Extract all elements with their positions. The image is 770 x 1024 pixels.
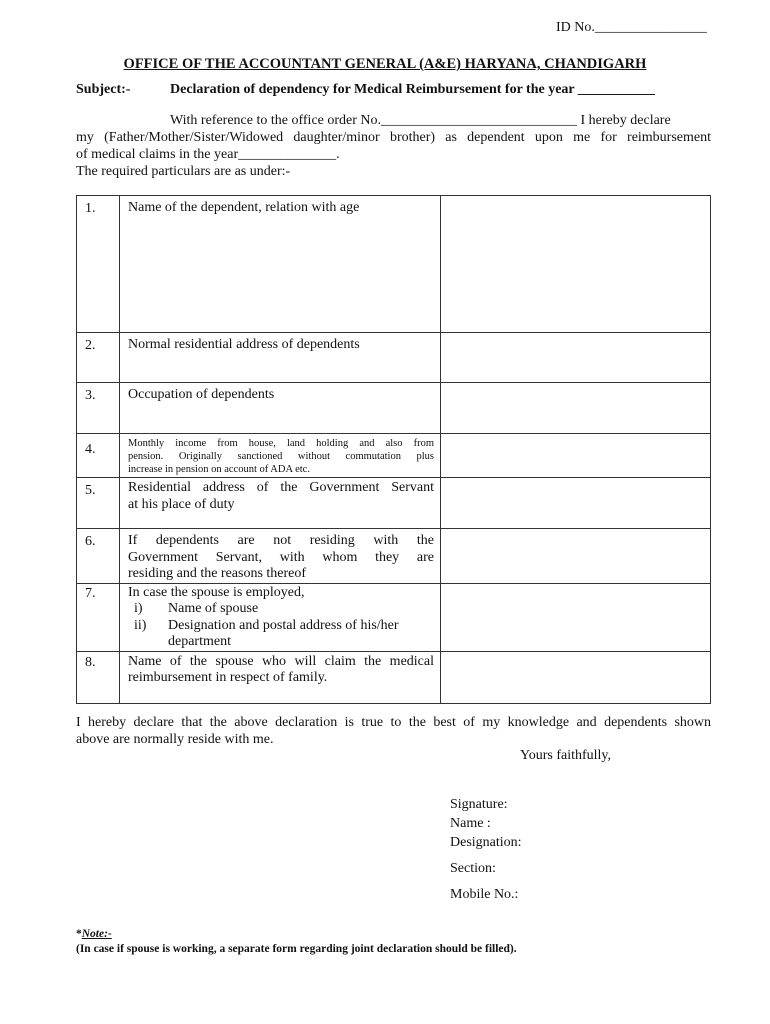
declaration-line-2: above are normally reside with me. bbox=[76, 732, 274, 747]
intro-line-2: my (Father/Mother/Sister/Widowed daughter/minor brother) as dependent upon me for reimbursement bbox=[76, 130, 711, 145]
sub-item-number: ii) bbox=[134, 617, 147, 633]
table-row bbox=[77, 478, 711, 529]
row-label bbox=[120, 478, 441, 529]
row-label: Occupation of dependents bbox=[120, 383, 441, 434]
mobile-field: Mobile No.: bbox=[450, 887, 519, 902]
subject-text: Declaration of dependency for Medical Reimbursement for the year ___________ bbox=[170, 82, 655, 97]
intro-paragraph bbox=[76, 112, 711, 180]
entry-cell[interactable] bbox=[441, 583, 711, 651]
row-number: 4. bbox=[77, 434, 120, 478]
row-label-line: Monthly income from house, land holding and also from bbox=[128, 438, 434, 449]
row-label bbox=[120, 434, 441, 478]
sub-item-text: Name of spouse bbox=[168, 601, 259, 616]
name-field: Name : bbox=[450, 816, 491, 831]
entry-cell[interactable] bbox=[441, 478, 711, 529]
table-row bbox=[77, 196, 711, 333]
row-label: Normal residential address of dependents bbox=[120, 333, 441, 383]
row-label-line: Residential address of the Government Servant bbox=[128, 480, 434, 495]
row-label-line: In case the spouse is employed, bbox=[128, 584, 305, 600]
row-label bbox=[120, 651, 441, 703]
row-number: 7. bbox=[77, 583, 120, 651]
row-number: 3. bbox=[77, 383, 120, 434]
table-row bbox=[77, 651, 711, 703]
row-label bbox=[120, 583, 441, 651]
note-label: Note:- bbox=[81, 928, 112, 940]
row-label-line: If dependents are not residing with the bbox=[128, 533, 434, 548]
row-number: 2. bbox=[77, 333, 120, 383]
declaration-paragraph bbox=[76, 714, 711, 748]
entry-cell[interactable] bbox=[441, 196, 711, 333]
sub-item bbox=[128, 618, 434, 635]
intro-line-3: of medical claims in the year______________. bbox=[76, 147, 340, 162]
section-field: Section: bbox=[450, 861, 496, 876]
row-label-line: increase in pension on account of ADA etc. bbox=[128, 464, 310, 475]
sub-item-text: department bbox=[168, 634, 231, 649]
note-text: (In case if spouse is working, a separate form regarding joint declaration should be filled). bbox=[76, 943, 517, 955]
subject-label: Subject:- bbox=[76, 82, 131, 97]
table-row bbox=[77, 333, 711, 383]
row-label-line: at his place of duty bbox=[128, 496, 235, 512]
declaration-line-1: I hereby declare that the above declaration is true to the best of my knowledge and dependents shown bbox=[76, 715, 711, 730]
row-label: Name of the dependent, relation with age bbox=[120, 196, 441, 333]
row-label-line: pension. Originally sanctioned without commutation plus bbox=[128, 451, 434, 462]
table-row bbox=[77, 383, 711, 434]
table-row bbox=[77, 583, 711, 651]
entry-cell[interactable] bbox=[441, 529, 711, 584]
entry-cell[interactable] bbox=[441, 651, 711, 703]
sub-item-text: Designation and postal address of his/her bbox=[168, 617, 399, 633]
entry-cell[interactable] bbox=[441, 383, 711, 434]
closing-text: Yours faithfully, bbox=[520, 748, 612, 763]
office-heading: OFFICE OF THE ACCOUNTANT GENERAL (A&E) HARYANA, CHANDIGARH bbox=[123, 56, 647, 72]
row-label-line: residing and the reasons thereof bbox=[128, 566, 307, 581]
entry-cell[interactable] bbox=[441, 333, 711, 383]
row-label-line: Name of the spouse who will claim the medical bbox=[128, 653, 434, 669]
row-label bbox=[120, 529, 441, 584]
signature-field: Signature: bbox=[450, 797, 508, 812]
particulars-table bbox=[76, 195, 711, 704]
table-row bbox=[77, 529, 711, 584]
entry-cell[interactable] bbox=[441, 434, 711, 478]
sub-item-number: i) bbox=[134, 601, 143, 616]
table-row bbox=[77, 434, 711, 478]
row-number: 8. bbox=[77, 651, 120, 703]
note-star: * bbox=[76, 928, 82, 940]
designation-field: Designation: bbox=[450, 835, 522, 850]
intro-line-4: The required particulars are as under:- bbox=[76, 164, 291, 179]
note-heading bbox=[76, 928, 112, 940]
intro-line-1: With reference to the office order No.____________________________ I hereby declare bbox=[170, 113, 671, 128]
row-label-line: reimbursement in respect of family. bbox=[128, 670, 328, 685]
row-label-line: Government Servant, with whom they are bbox=[128, 549, 434, 565]
sub-item bbox=[128, 601, 434, 618]
row-number: 5. bbox=[77, 478, 120, 529]
row-number: 1. bbox=[77, 196, 120, 333]
row-number: 6. bbox=[77, 529, 120, 584]
id-number-field: ID No.________________ bbox=[556, 20, 707, 35]
